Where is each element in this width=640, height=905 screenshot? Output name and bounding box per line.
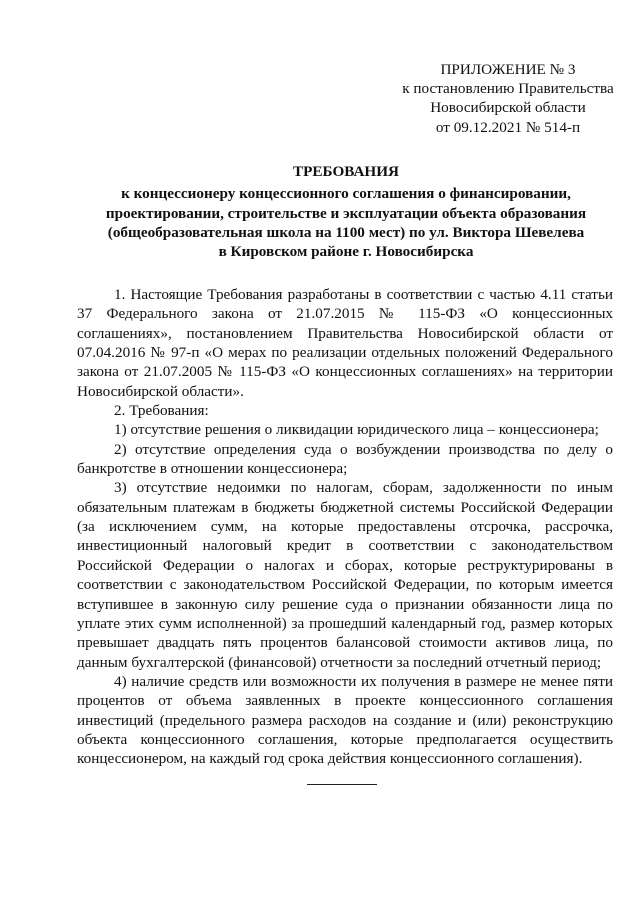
document-body bbox=[77, 285, 613, 769]
title-subtitle-line: (общеобразовательная школа на 1100 мест) по ул. Виктора Шевелева bbox=[107, 223, 585, 241]
paragraph-requirement-4: 4) наличие средств или возможности их получения в размере не менее пяти процентов от объема заявленных в проекте концессионного соглашения инвестиций (предельного размера расходов на создание и (или) реконструкцию объекта концессионного соглашения, которые предполагается осуществить концессионером, на каждый год срока действия концессионного соглашения). bbox=[77, 672, 613, 768]
paragraph-requirement-2: 2) отсутствие определения суда о возбуждении производства по делу о банкротстве в отношении концессионера; bbox=[77, 440, 613, 478]
title-subtitle-line: проектировании, строительстве и эксплуатации объекта образования bbox=[105, 204, 587, 222]
appendix-header bbox=[398, 60, 618, 137]
paragraph-requirements-heading: 2. Требования: bbox=[114, 402, 209, 420]
appendix-resolution-ref: к постановлению Правительства bbox=[402, 80, 614, 98]
end-divider bbox=[307, 784, 377, 785]
paragraph-requirement-1: 1) отсутствие решения о ликвидации юридического лица – концессионера; bbox=[114, 421, 599, 439]
title-subtitle bbox=[78, 184, 614, 261]
document-title bbox=[78, 162, 614, 261]
appendix-number: ПРИЛОЖЕНИЕ № 3 bbox=[440, 61, 576, 78]
paragraph-requirement-3: 3) отсутствие недоимки по налогам, сборам, задолженности по иным обязательным платежам в бюджеты бюджетной системы Российской Федерации (за исключением сумм, на которые предоставлены отсрочка, рассрочка, инвестиционный налоговый кредит в соответствии с законодательством Российской Федерации о налогах и сборах, которые реструктурированы в соответствии с законодательством Российской Федерации, по которым имеется вступившее в законную силу решение суда о признании обязанности лица по уплате этих сумм исполненной) за прошедший календарный год, размер которых превышает двадцать пять процентов балансовой стоимости активов лица, по данным бухгалтерской (финансовой) отчетности за последний отчетный период; bbox=[77, 479, 613, 671]
title-subtitle-line: в Кировском районе г. Новосибирска bbox=[218, 243, 474, 261]
title-subtitle-line: к концессионеру концессионного соглашения о финансировании, bbox=[121, 185, 571, 203]
appendix-region: Новосибирской области bbox=[430, 99, 586, 117]
title-heading: ТРЕБОВАНИЯ bbox=[292, 163, 400, 180]
paragraph-legal-basis: 1. Настоящие Требования разработаны в соответствии с частью 4.11 статьи 37 Федерального закона от 21.07.2015 № 115-ФЗ «О концессионных соглашениях», постановлением Правительства Новосибирской области от 07.04.2016 № 97-п «О мерах по реализации отдельных положений Федерального закона от 21.07.2005 № 115-ФЗ «О концессионных соглашениях» на территории Новосибирской области». bbox=[77, 286, 613, 400]
appendix-date-number: от 09.12.2021 № 514-п bbox=[435, 118, 581, 136]
